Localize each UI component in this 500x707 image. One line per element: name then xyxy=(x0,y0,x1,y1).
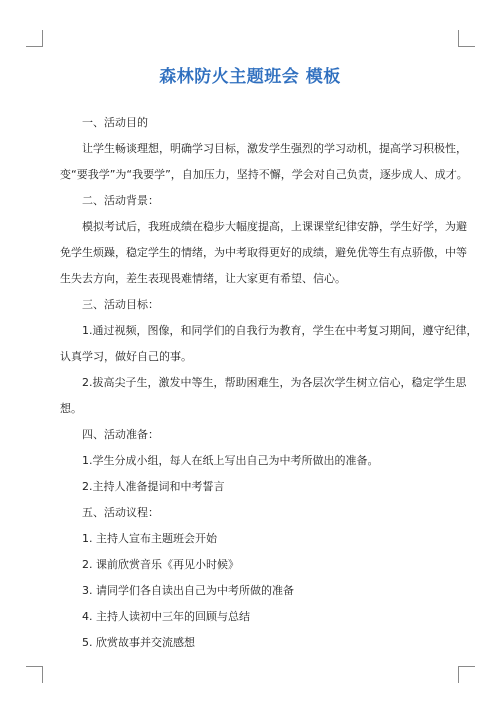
paragraph-line: 免学生烦躁，稳定学生的情绪，为中考取得更好的成绩，避免优等生有点骄傲，中等 xyxy=(60,246,467,259)
paragraph-line: 2.拔高尖子生，激发中等生，帮助困难生，为各层次学生树立信心，稳定学生思 xyxy=(82,376,467,389)
paragraph-line: 认真学习，做好自己的事。 xyxy=(60,350,192,363)
section-heading: 五、活动议程： xyxy=(82,506,159,519)
paragraph-line: 模拟考试后，我班成绩在稳步大幅度提高，上课课堂纪律安静，学生好学，为避 xyxy=(82,220,467,233)
list-item: 1. 主持人宣布主题班会开始 xyxy=(82,532,217,545)
page-corner-mark xyxy=(458,30,475,47)
paragraph-line: 想。 xyxy=(60,402,82,415)
list-item: 2. 课前欣赏音乐《再见小时候》 xyxy=(82,558,239,571)
section-heading: 一、活动目的 xyxy=(82,116,148,129)
list-item: 4. 主持人读初中三年的回顾与总结 xyxy=(82,610,250,623)
page-corner-mark xyxy=(458,666,475,683)
document-title: 森林防火主题班会 模板 xyxy=(159,67,341,87)
list-item: 2.主持人准备提词和中考誓言 xyxy=(82,480,225,493)
list-item: 1.学生分成小组，每人在纸上写出自己为中考所做出的准备。 xyxy=(82,454,379,467)
paragraph-line: 生失去方向，差生表现畏难情绪，让大家更有希望、信心。 xyxy=(60,272,346,285)
list-item: 3. 请同学们各自读出自己为中考所做的准备 xyxy=(82,584,294,597)
paragraph-line: 变“要我学”为“我要学”，自加压力，坚持不懈，学会对自己负责，逐步成人、成才。 xyxy=(60,168,468,181)
page-corner-mark xyxy=(26,30,43,47)
page-corner-mark xyxy=(26,666,43,683)
paragraph-line: 1.通过视频，图像，和同学们的自我行为教育，学生在中考复习期间，遵守纪律， xyxy=(82,324,478,337)
section-heading: 四、活动准备： xyxy=(82,428,159,441)
document-body xyxy=(60,110,478,656)
list-item: 5. 欣赏故事并交流感想 xyxy=(82,636,195,649)
section-heading: 二、活动背景： xyxy=(82,194,159,207)
section-heading: 三、活动目标： xyxy=(82,298,159,311)
paragraph-line: 让学生畅谈理想，明确学习目标，激发学生强烈的学习动机，提高学习积极性， xyxy=(82,142,467,155)
